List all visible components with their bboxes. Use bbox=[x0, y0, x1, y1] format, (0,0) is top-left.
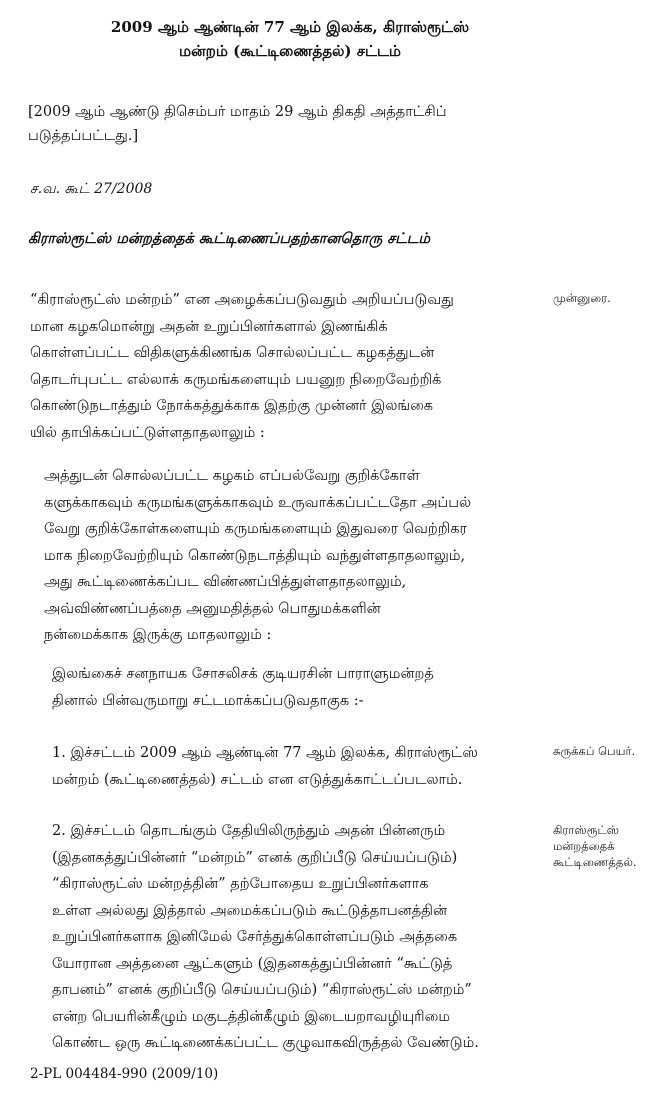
certification-date-line-2: படுத்தப்பட்டது.] bbox=[28, 128, 139, 144]
text-line: யோரான அத்தனை ஆட்களும் (இதனகத்துப்பின்னர் “கூட்டுத் bbox=[52, 955, 453, 972]
certification-date bbox=[28, 100, 548, 148]
text-line: 2. இச்சட்டம் தொடங்கும் தேதியிலிருந்தும் அதன் பின்னரும் bbox=[52, 823, 446, 839]
text-line: அது கூட்டிணைக்கப்பட விண்ணப்பித்துள்ளதாதலாலும், bbox=[44, 574, 407, 590]
preamble-paragraph-1 bbox=[30, 287, 530, 446]
text-line: யில் தாபிக்கப்பட்டுள்ளதாதலாலும் : bbox=[30, 424, 265, 441]
text-line: 1. இச்சட்டம் 2009 ஆம் ஆண்டின் 77 ஆம் இலக்க, கிராஸ்ரூட்ஸ் bbox=[52, 745, 478, 761]
text-line: உறுப்பினர்களாக இனிமேல் சேர்த்துக்கொள்ளப்படும் அத்தகை bbox=[52, 929, 458, 945]
text-line: கொண்டுநடாத்தும் நோக்கத்துக்காக இதற்கு முன்னர் இலங்கை bbox=[30, 398, 434, 414]
margin-note-preamble: முன்னுரை. bbox=[553, 291, 611, 305]
text-line: உள்ள அல்லது இத்தால் அமைக்கப்படும் கூட்டுத்தாபனத்தின் bbox=[52, 902, 448, 919]
margin-note-short-title: சுருக்கப் பெயர். bbox=[553, 744, 636, 758]
section-2 bbox=[30, 818, 530, 1057]
margin-note-line: கிராஸ்ரூட்ஸ் bbox=[553, 823, 620, 837]
text-line: “கிராஸ்ரூட்ஸ் மன்றத்தின்” தற்போதைய உறுப்பினர்களாக bbox=[52, 876, 429, 892]
text-line: தொடர்புபட்ட எல்லாக் கருமங்களையும் பயனுற நிறைவேற்றிக் bbox=[30, 371, 442, 388]
text-line: அத்துடன் சொல்லப்பட்ட கழகம் எப்பல்வேறு குறிக்கோள் bbox=[44, 468, 420, 484]
margin-note-line: கூட்டிணைத்தல். bbox=[553, 855, 637, 869]
text-line: அவ்விண்ணப்பத்தை அனுமதித்தல் பொதுமக்களின் bbox=[44, 600, 381, 617]
text-line: என்ற பெயரின்கீழும் மகுடத்தின்கீழும் இடையறாவழியுரிமை bbox=[52, 1008, 450, 1025]
text-line: தினால் பின்வருமாறு சட்டமாக்கப்படுவதாகுக :- bbox=[52, 692, 364, 709]
bill-number: ச.வ. கூட் 27/2008 bbox=[30, 181, 153, 197]
text-line: (இதனகத்துப்பின்னர் “மன்றம்” எனக் குறிப்பீடு செய்யப்படும்) bbox=[52, 849, 458, 866]
text-line: நன்மைக்காக இருக்கு மாதலாலும் : bbox=[44, 627, 272, 643]
act-title-line-1: 2009 ஆம் ஆண்டின் 77 ஆம் இலக்க, கிராஸ்ரூட்ஸ் bbox=[110, 18, 470, 36]
print-reference: 2-PL 004484-990 (2009/10) bbox=[30, 1066, 219, 1082]
text-line: கொண்ட ஒரு கூட்டிணைக்கப்பட்ட குழுவாகவிருத்தல் வேண்டும். bbox=[52, 1035, 479, 1051]
certification-date-line-1: [2009 ஆம் ஆண்டு திசெம்பர் மாதம் 29 ஆம் திகதி அத்தாட்சிப் bbox=[28, 104, 447, 120]
act-title-line-2: மன்றம் (கூட்டிணைத்தல்) சட்டம் bbox=[179, 42, 401, 60]
text-line: கொள்ளப்பட்ட விதிகளுக்கிணங்க சொல்லப்பட்ட கழகத்துடன் bbox=[30, 345, 435, 361]
text-line: வேறு குறிக்கோள்களையும் கருமங்களையும் இதுவரை வெற்றிகர bbox=[44, 521, 467, 537]
long-title: கிராஸ்ரூட்ஸ் மன்றத்தைக் கூட்டிணைப்பதற்கானதொரு சட்டம் bbox=[28, 230, 430, 247]
text-line: மாக நிறைவேற்றியும் கொண்டுநடாத்தியும் வந்துள்ளதாதலாலும், bbox=[44, 547, 466, 564]
preamble-paragraph-2 bbox=[30, 463, 530, 649]
section-1 bbox=[30, 740, 530, 793]
text-line: களுக்காகவும் கருமங்களுக்காகவும் உருவாக்கப்பட்டதோ அப்பல் bbox=[44, 494, 472, 511]
text-line: மன்றம் (கூட்டிணைத்தல்) சட்டம் என எடுத்துக்காட்டப்படலாம். bbox=[52, 771, 463, 788]
text-line: மான கழகமொன்று அதன் உறுப்பினர்களால் இணங்கிக் bbox=[30, 318, 388, 335]
enacting-clause bbox=[30, 661, 530, 714]
margin-note-line: மன்றத்தைக் bbox=[553, 839, 615, 853]
text-line: இலங்கைச் சனநாயக சோசலிசக் குடியரசின் பாராளுமன்றத் bbox=[52, 666, 434, 682]
text-line: “கிராஸ்ரூட்ஸ் மன்றம்” என அழைக்கப்படுவதும் அறியப்படுவது bbox=[30, 292, 454, 308]
margin-note-incorporation bbox=[553, 822, 671, 870]
text-line: தாபனம்” எனக் குறிப்பீடு செய்யப்படும்) “கிராஸ்ரூட்ஸ் மன்றம்” bbox=[52, 982, 472, 998]
